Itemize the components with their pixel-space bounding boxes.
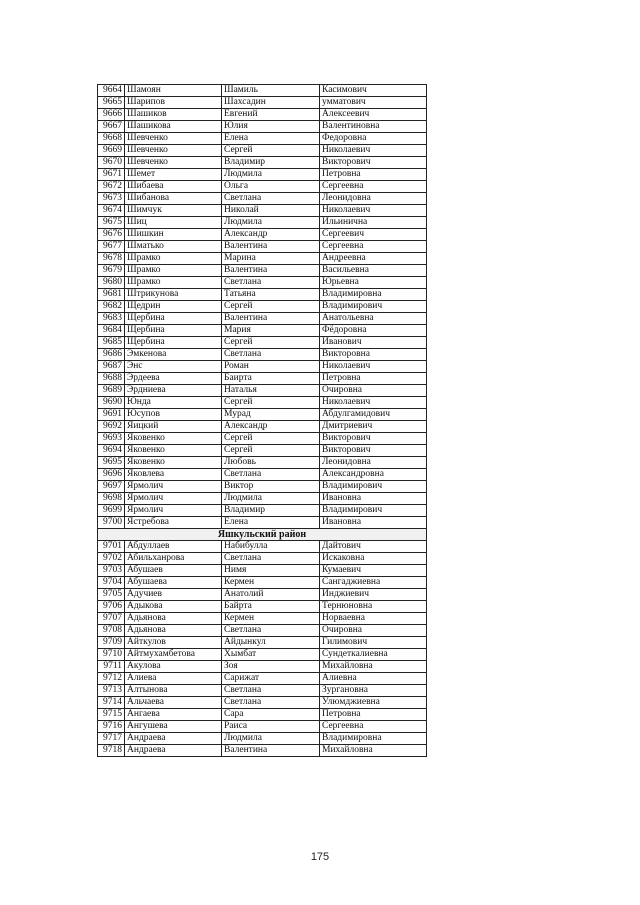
patronymic-cell: Викторович (320, 433, 427, 445)
patronymic-cell: Сундеткалиевна (320, 649, 427, 661)
first-name-cell: Людмила (222, 169, 320, 181)
record-number-cell: 9674 (98, 205, 125, 217)
first-name-cell: Раиса (222, 721, 320, 733)
table-row (98, 553, 427, 565)
first-name-cell: Зоя (222, 661, 320, 673)
table-row (98, 445, 427, 457)
patronymic-cell: Очировна (320, 625, 427, 637)
patronymic-cell: Леонидовна (320, 457, 427, 469)
patronymic-cell: Очировна (320, 385, 427, 397)
patronymic-cell: Сергеевна (320, 721, 427, 733)
first-name-cell: Людмила (222, 733, 320, 745)
patronymic-cell: Петровна (320, 373, 427, 385)
first-name-cell: Мария (222, 325, 320, 337)
patronymic-cell: Владимирович (320, 505, 427, 517)
record-number-cell: 9671 (98, 169, 125, 181)
patronymic-cell: Фёдоровна (320, 325, 427, 337)
first-name-cell: Валентина (222, 265, 320, 277)
table-row (98, 217, 427, 229)
table-row (98, 565, 427, 577)
table-row (98, 385, 427, 397)
first-name-cell: Сергей (222, 445, 320, 457)
surname-cell: Яковенко (125, 457, 222, 469)
record-number-cell: 9685 (98, 337, 125, 349)
patronymic-cell: Владимирович (320, 301, 427, 313)
table-row (98, 733, 427, 745)
patronymic-cell: Викторович (320, 157, 427, 169)
patronymic-cell: Ивановна (320, 517, 427, 529)
records-table (97, 84, 427, 757)
table-row (98, 313, 427, 325)
record-number-cell: 9695 (98, 457, 125, 469)
first-name-cell: Сергей (222, 145, 320, 157)
patronymic-cell: Ильинична (320, 217, 427, 229)
record-number-cell: 9690 (98, 397, 125, 409)
record-number-cell: 9718 (98, 745, 125, 757)
first-name-cell: Роман (222, 361, 320, 373)
table-row (98, 505, 427, 517)
record-number-cell: 9680 (98, 277, 125, 289)
record-number-cell: 9683 (98, 313, 125, 325)
first-name-cell: Айдынкул (222, 637, 320, 649)
surname-cell: Щедрин (125, 301, 222, 313)
table-row (98, 577, 427, 589)
patronymic-cell: Тернюновна (320, 601, 427, 613)
first-name-cell: Сергей (222, 433, 320, 445)
patronymic-cell: Юрьевна (320, 277, 427, 289)
first-name-cell: Светлана (222, 469, 320, 481)
surname-cell: Шемет (125, 169, 222, 181)
table-row (98, 601, 427, 613)
first-name-cell: Любовь (222, 457, 320, 469)
first-name-cell: Юлия (222, 121, 320, 133)
surname-cell: Шевченко (125, 157, 222, 169)
first-name-cell: Светлана (222, 685, 320, 697)
surname-cell: Ярмолич (125, 481, 222, 493)
surname-cell: Адьянова (125, 613, 222, 625)
record-number-cell: 9666 (98, 109, 125, 121)
record-number-cell: 9702 (98, 553, 125, 565)
table-row (98, 229, 427, 241)
surname-cell: Ангушева (125, 721, 222, 733)
first-name-cell: Александр (222, 229, 320, 241)
record-number-cell: 9686 (98, 349, 125, 361)
table-row (98, 541, 427, 553)
patronymic-cell: Николаевич (320, 145, 427, 157)
patronymic-cell: Ивановна (320, 493, 427, 505)
record-number-cell: 9667 (98, 121, 125, 133)
surname-cell: Эмкенова (125, 349, 222, 361)
surname-cell: Шиц (125, 217, 222, 229)
surname-cell: Адыкова (125, 601, 222, 613)
surname-cell: Айтмухамбетова (125, 649, 222, 661)
record-number-cell: 9682 (98, 301, 125, 313)
first-name-cell: Марина (222, 253, 320, 265)
table-row (98, 481, 427, 493)
record-number-cell: 9673 (98, 193, 125, 205)
patronymic-cell: Сергеевич (320, 229, 427, 241)
surname-cell: Яковенко (125, 433, 222, 445)
record-number-cell: 9709 (98, 637, 125, 649)
table-row (98, 685, 427, 697)
record-number-cell: 9694 (98, 445, 125, 457)
surname-cell: Юсупов (125, 409, 222, 421)
patronymic-cell: Касимович (320, 85, 427, 97)
record-number-cell: 9712 (98, 673, 125, 685)
table-row (98, 337, 427, 349)
record-number-cell: 9701 (98, 541, 125, 553)
surname-cell: Щербина (125, 325, 222, 337)
patronymic-cell: Алексеевич (320, 109, 427, 121)
surname-cell: Яковенко (125, 445, 222, 457)
record-number-cell: 9705 (98, 589, 125, 601)
record-number-cell: 9677 (98, 241, 125, 253)
surname-cell: Щербина (125, 313, 222, 325)
patronymic-cell: Федоровна (320, 133, 427, 145)
table-row (98, 181, 427, 193)
record-number-cell: 9676 (98, 229, 125, 241)
record-number-cell: 9681 (98, 289, 125, 301)
record-number-cell: 9700 (98, 517, 125, 529)
table-row (98, 637, 427, 649)
patronymic-cell: Норваевна (320, 613, 427, 625)
first-name-cell: Кермен (222, 613, 320, 625)
record-number-cell: 9704 (98, 577, 125, 589)
surname-cell: Шрамко (125, 253, 222, 265)
table-row (98, 649, 427, 661)
surname-cell: Шибанова (125, 193, 222, 205)
record-number-cell: 9697 (98, 481, 125, 493)
patronymic-cell: Александровна (320, 469, 427, 481)
record-number-cell: 9717 (98, 733, 125, 745)
record-number-cell: 9710 (98, 649, 125, 661)
first-name-cell: Сергей (222, 397, 320, 409)
patronymic-cell: Искаковна (320, 553, 427, 565)
table-row (98, 109, 427, 121)
patronymic-cell: Дайтович (320, 541, 427, 553)
table-row (98, 517, 427, 529)
first-name-cell: Валентина (222, 745, 320, 757)
record-number-cell: 9699 (98, 505, 125, 517)
first-name-cell: Валентина (222, 313, 320, 325)
record-number-cell: 9678 (98, 253, 125, 265)
patronymic-cell: Сангаджиевна (320, 577, 427, 589)
table-row (98, 277, 427, 289)
table-row (98, 673, 427, 685)
first-name-cell: Владимир (222, 157, 320, 169)
surname-cell: Щербина (125, 337, 222, 349)
first-name-cell: Сара (222, 709, 320, 721)
table-row (98, 373, 427, 385)
patronymic-cell: Петровна (320, 709, 427, 721)
surname-cell: Адьянова (125, 625, 222, 637)
page-number: 175 (310, 851, 330, 863)
first-name-cell: Набибулла (222, 541, 320, 553)
table-row (98, 121, 427, 133)
patronymic-cell: Владимировна (320, 733, 427, 745)
first-name-cell: Елена (222, 133, 320, 145)
record-number-cell: 9687 (98, 361, 125, 373)
surname-cell: Альчаева (125, 697, 222, 709)
first-name-cell: Светлана (222, 277, 320, 289)
patronymic-cell: Сергеевна (320, 181, 427, 193)
table-row (98, 193, 427, 205)
patronymic-cell: Сергеевна (320, 241, 427, 253)
first-name-cell: Людмила (222, 217, 320, 229)
patronymic-cell: Николаевич (320, 361, 427, 373)
surname-cell: Ястребова (125, 517, 222, 529)
surname-cell: Адучиев (125, 589, 222, 601)
table-row (98, 625, 427, 637)
patronymic-cell: Викторович (320, 445, 427, 457)
surname-cell: Андраева (125, 733, 222, 745)
table-row (98, 289, 427, 301)
surname-cell: Абушаев (125, 565, 222, 577)
surname-cell: Шашиков (125, 109, 222, 121)
first-name-cell: Байрта (222, 601, 320, 613)
patronymic-cell: Улюмджиевна (320, 697, 427, 709)
table-row (98, 745, 427, 757)
table-row (98, 469, 427, 481)
patronymic-cell: Абдулгамидович (320, 409, 427, 421)
table-row (98, 133, 427, 145)
first-name-cell: Анатолий (222, 589, 320, 601)
surname-cell: Шевченко (125, 145, 222, 157)
records-table-body (98, 85, 427, 529)
record-number-cell: 9679 (98, 265, 125, 277)
surname-cell: Абильханрова (125, 553, 222, 565)
first-name-cell: Сергей (222, 301, 320, 313)
table-row (98, 661, 427, 673)
surname-cell: Ярмолич (125, 505, 222, 517)
first-name-cell: Светлана (222, 625, 320, 637)
first-name-cell: Светлана (222, 193, 320, 205)
patronymic-cell: Гилимович (320, 637, 427, 649)
table-row (98, 205, 427, 217)
first-name-cell: Нимя (222, 565, 320, 577)
first-name-cell: Хымбат (222, 649, 320, 661)
table-row (98, 85, 427, 97)
surname-cell: Энс (125, 361, 222, 373)
record-number-cell: 9664 (98, 85, 125, 97)
record-number-cell: 9672 (98, 181, 125, 193)
first-name-cell: Светлана (222, 349, 320, 361)
patronymic-cell: умматович (320, 97, 427, 109)
record-number-cell: 9670 (98, 157, 125, 169)
surname-cell: Ярмолич (125, 493, 222, 505)
record-number-cell: 9706 (98, 601, 125, 613)
first-name-cell: Людмила (222, 493, 320, 505)
surname-cell: Акулова (125, 661, 222, 673)
patronymic-cell: Николаевич (320, 205, 427, 217)
first-name-cell: Шамиль (222, 85, 320, 97)
patronymic-cell: Васильевна (320, 265, 427, 277)
surname-cell: Шамоян (125, 85, 222, 97)
surname-cell: Яковлева (125, 469, 222, 481)
record-number-cell: 9689 (98, 385, 125, 397)
patronymic-cell: Леонидовна (320, 193, 427, 205)
record-number-cell: 9716 (98, 721, 125, 733)
surname-cell: Шрамко (125, 277, 222, 289)
first-name-cell: Шахсадин (222, 97, 320, 109)
surname-cell: Эрдеева (125, 373, 222, 385)
surname-cell: Шевченко (125, 133, 222, 145)
first-name-cell: Мурад (222, 409, 320, 421)
table-row (98, 253, 427, 265)
first-name-cell: Виктор (222, 481, 320, 493)
records-table-body-district (98, 541, 427, 757)
first-name-cell: Сарижат (222, 673, 320, 685)
record-number-cell: 9668 (98, 133, 125, 145)
patronymic-cell: Анатольевна (320, 313, 427, 325)
table-row (98, 589, 427, 601)
patronymic-cell: Владимировна (320, 289, 427, 301)
patronymic-cell: Валентиновна (320, 121, 427, 133)
record-number-cell: 9708 (98, 625, 125, 637)
surname-cell: Абушаева (125, 577, 222, 589)
record-number-cell: 9696 (98, 469, 125, 481)
record-number-cell: 9693 (98, 433, 125, 445)
first-name-cell: Евгений (222, 109, 320, 121)
table-row (98, 145, 427, 157)
record-number-cell: 9675 (98, 217, 125, 229)
record-number-cell: 9713 (98, 685, 125, 697)
record-number-cell: 9715 (98, 709, 125, 721)
first-name-cell: Светлана (222, 697, 320, 709)
patronymic-cell: Петровна (320, 169, 427, 181)
patronymic-cell: Михайловна (320, 745, 427, 757)
table-row (98, 613, 427, 625)
surname-cell: Алтынова (125, 685, 222, 697)
table-row (98, 457, 427, 469)
record-number-cell: 9691 (98, 409, 125, 421)
first-name-cell: Александр (222, 421, 320, 433)
record-number-cell: 9707 (98, 613, 125, 625)
first-name-cell: Наталья (222, 385, 320, 397)
patronymic-cell: Викторовна (320, 349, 427, 361)
patronymic-cell: Михайловна (320, 661, 427, 673)
patronymic-cell: Дмитриевич (320, 421, 427, 433)
first-name-cell: Николай (222, 205, 320, 217)
patronymic-cell: Владимирович (320, 481, 427, 493)
table-row (98, 97, 427, 109)
surname-cell: Абдуллаев (125, 541, 222, 553)
first-name-cell: Татьяна (222, 289, 320, 301)
record-number-cell: 9711 (98, 661, 125, 673)
record-number-cell: 9703 (98, 565, 125, 577)
surname-cell: Штрикунова (125, 289, 222, 301)
record-number-cell: 9688 (98, 373, 125, 385)
table-row (98, 409, 427, 421)
patronymic-cell: Андреевна (320, 253, 427, 265)
patronymic-cell: Зургановна (320, 685, 427, 697)
table-row (98, 349, 427, 361)
record-number-cell: 9698 (98, 493, 125, 505)
first-name-cell: Баирта (222, 373, 320, 385)
record-number-cell: 9669 (98, 145, 125, 157)
surname-cell: Шимчук (125, 205, 222, 217)
table-row (98, 241, 427, 253)
first-name-cell: Светлана (222, 553, 320, 565)
first-name-cell: Владимир (222, 505, 320, 517)
table-row (98, 421, 427, 433)
surname-cell: Яицкий (125, 421, 222, 433)
first-name-cell: Кермен (222, 577, 320, 589)
table-row (98, 361, 427, 373)
record-number-cell: 9692 (98, 421, 125, 433)
table-row (98, 721, 427, 733)
surname-cell: Эрдниева (125, 385, 222, 397)
patronymic-cell: Кумаевич (320, 565, 427, 577)
surname-cell: Ангаева (125, 709, 222, 721)
patronymic-cell: Алиевна (320, 673, 427, 685)
first-name-cell: Валентина (222, 241, 320, 253)
table-row (98, 325, 427, 337)
table-row (98, 433, 427, 445)
table-row (98, 397, 427, 409)
patronymic-cell: Инджиевич (320, 589, 427, 601)
first-name-cell: Елена (222, 517, 320, 529)
surname-cell: Шишкин (125, 229, 222, 241)
surname-cell: Андраева (125, 745, 222, 757)
record-number-cell: 9665 (98, 97, 125, 109)
surname-cell: Шматько (125, 241, 222, 253)
table-row (98, 301, 427, 313)
patronymic-cell: Иванович (320, 337, 427, 349)
section-header-group (98, 529, 427, 541)
surname-cell: Шибаева (125, 181, 222, 193)
record-number-cell: 9684 (98, 325, 125, 337)
first-name-cell: Ольга (222, 181, 320, 193)
surname-cell: Айткулов (125, 637, 222, 649)
patronymic-cell: Николаевич (320, 397, 427, 409)
surname-cell: Шрамко (125, 265, 222, 277)
first-name-cell: Сергей (222, 337, 320, 349)
surname-cell: Шашикова (125, 121, 222, 133)
table-row (98, 157, 427, 169)
table-row (98, 169, 427, 181)
table-row (98, 265, 427, 277)
surname-cell: Шарипов (125, 97, 222, 109)
table-row (98, 493, 427, 505)
table-row (98, 709, 427, 721)
table-row (98, 697, 427, 709)
surname-cell: Алиева (125, 673, 222, 685)
section-title: Яшкульский район (98, 529, 427, 541)
record-number-cell: 9714 (98, 697, 125, 709)
section-header-row (98, 529, 427, 541)
surname-cell: Юнда (125, 397, 222, 409)
